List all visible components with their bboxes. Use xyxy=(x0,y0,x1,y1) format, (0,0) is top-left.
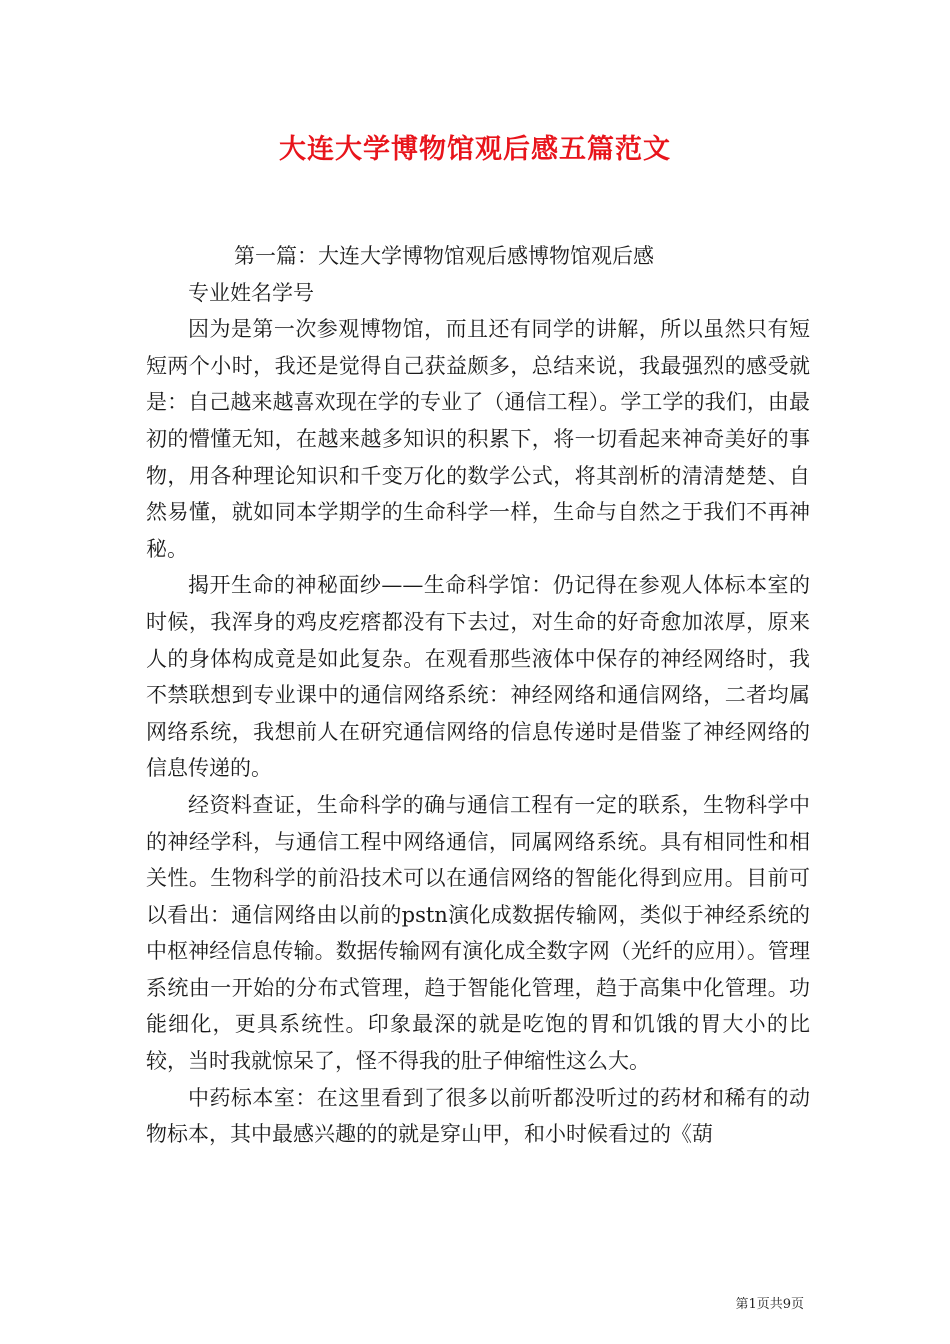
document-body xyxy=(146,238,810,1153)
paragraph: 因为是第一次参观博物馆，而且还有同学的讲解，所以虽然只有短短两个小时，我还是觉得自己获益颇多，总结来说，我最强烈的感受就是：自己越来越喜欢现在学的专业了（通信工程）。学工学的我们，由最初的懵懂无知，在越来越多知识的积累下，将一切看起来神奇美好的事物，用各种理论知识和千变万化的数学公式，将其剖析的清清楚楚、自然易懂，就如同本学期学的生命科学一样，生命与自然之于我们不再神秘。 xyxy=(146,317,810,561)
page-number: 第1页共9页 xyxy=(735,1297,804,1312)
page-title: 大连大学博物馆观后感五篇范文 xyxy=(279,134,671,165)
chapter-heading: 第一篇：大连大学博物馆观后感博物馆观后感 xyxy=(234,244,654,268)
byline: 专业姓名学号 xyxy=(188,280,314,305)
paragraph: 中药标本室：在这里看到了很多以前听都没听过的药材和稀有的动物标本，其中最感兴趣的的就是穿山甲，和小时候看过的《葫 xyxy=(146,1085,810,1147)
paragraph: 经资料查证，生命科学的确与通信工程有一定的联系，生物科学中的神经学科，与通信工程中网络通信，同属网络系统。具有相同性和相关性。生物科学的前沿技术可以在通信网络的智能化得到应用。目前可以看出：通信网络由以前的pstn演化成数据传输网，类似于神经系统的中枢神经信息传输。数据传输网有演化成全数字网（光纤的应用）。管理系统由一开始的分布式管理，趋于智能化管理，趋于高集中化管理。功能细化，更具系统性。印象最深的就是吃饱的胃和饥饿的胃大小的比较，当时我就惊呆了，怪不得我的肚子伸缩性这么大。 xyxy=(146,792,810,1074)
paragraph: 揭开生命的神秘面纱——生命科学馆：仍记得在参观人体标本室的时候，我浑身的鸡皮疙瘩都没有下去过，对生命的好奇愈加浓厚，原来人的身体构成竟是如此复杂。在观看那些液体中保存的神经网络时，我不禁联想到专业课中的通信网络系统：神经网络和通信网络，二者均属网络系统，我想前人在研究通信网络的信息传递时是借鉴了神经网络的信息传递的。 xyxy=(146,573,810,781)
